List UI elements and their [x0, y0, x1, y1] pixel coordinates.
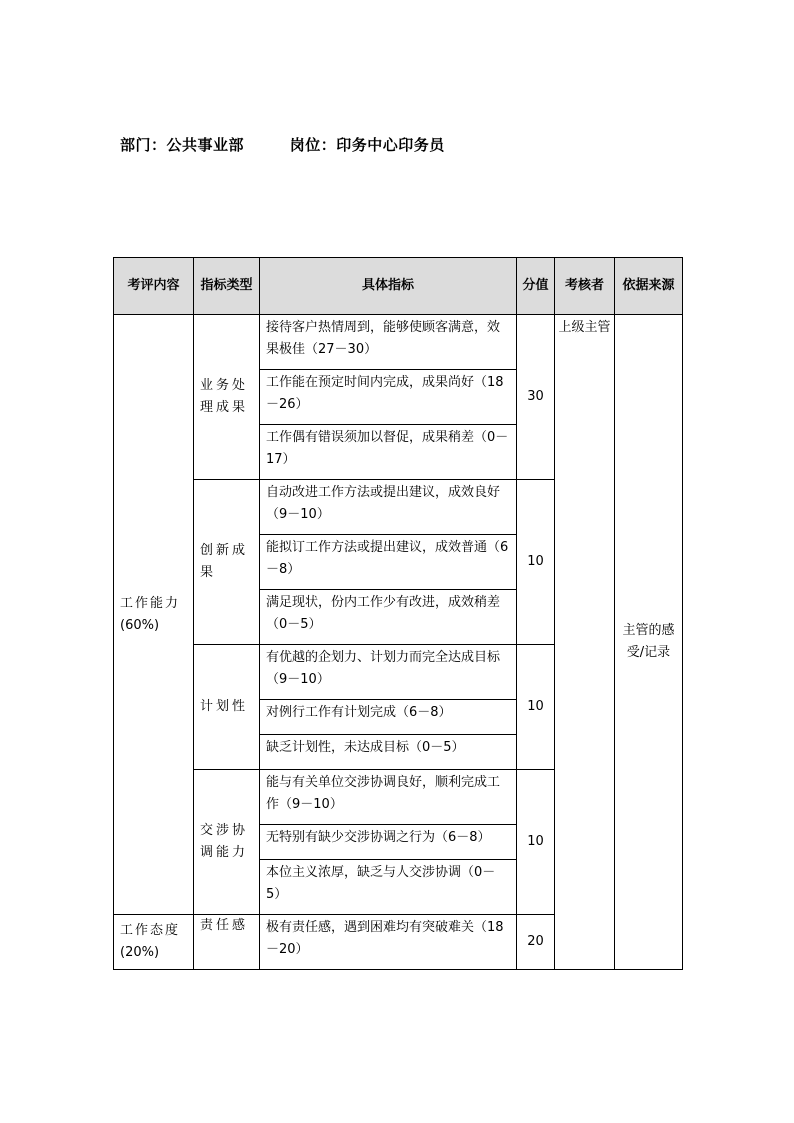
indicator-item: 有优越的企划力、计划力而完全达成目标（9－10）	[260, 645, 517, 700]
ability-weight: (60%)	[120, 617, 160, 633]
evaluation-table	[113, 257, 683, 970]
header-indicator: 具体指标	[260, 258, 517, 315]
header-type: 指标类型	[194, 258, 260, 315]
ability-label: 工作能力	[120, 595, 181, 611]
attitude-cell	[114, 915, 194, 970]
table-header-row	[114, 258, 683, 315]
score-value: 10	[517, 645, 555, 770]
indicator-item: 满足现状，份内工作少有改进，成效稍差（0－5）	[260, 590, 517, 645]
indicator-item: 极有责任感，遇到困难均有突破难关（18－20）	[260, 915, 517, 970]
attitude-label: 工作态度	[120, 923, 181, 938]
score-value: 10	[517, 480, 555, 645]
indicator-item: 缺乏计划性，未达成目标（0－5）	[260, 735, 517, 770]
type-coordination: 交涉协调能力	[194, 770, 260, 915]
indicator-item: 工作能在预定时间内完成，成果尚好（18－26）	[260, 370, 517, 425]
rater-cell: 上级主管	[555, 315, 615, 970]
indicator-item: 无特别有缺少交涉协调之行为（6－8）	[260, 825, 517, 860]
ability-cell	[114, 315, 194, 915]
indicator-item: 接待客户热情周到，能够使顾客满意，效果极佳（27－30）	[260, 315, 517, 370]
header-rater: 考核者	[555, 258, 615, 315]
attitude-weight: (20%)	[120, 945, 160, 960]
type-responsibility: 责任感	[194, 915, 260, 970]
indicator-item: 本位主义浓厚，缺乏与人交涉协调（0－5）	[260, 860, 517, 915]
source-cell: 主管的感受/记录	[615, 315, 683, 970]
table-row	[114, 315, 683, 370]
indicator-item: 自动改进工作方法或提出建议，成效良好（9－10）	[260, 480, 517, 535]
type-innovation-results: 创新成果	[194, 480, 260, 645]
indicator-item: 能拟订工作方法或提出建议，成效普通（6－8）	[260, 535, 517, 590]
header-content: 考评内容	[114, 258, 194, 315]
header-source: 依据来源	[615, 258, 683, 315]
indicator-item: 能与有关单位交涉协调良好，顺利完成工作（9－10）	[260, 770, 517, 825]
score-value: 20	[517, 915, 555, 970]
department-label: 部门：公共事业部	[120, 136, 245, 154]
header-score: 分值	[517, 258, 555, 315]
indicator-item: 工作偶有错误须加以督促，成果稍差（0－17）	[260, 425, 517, 480]
type-planning: 计划性	[194, 645, 260, 770]
score-value: 30	[517, 315, 555, 480]
indicator-item: 对例行工作有计划完成（6－8）	[260, 700, 517, 735]
page-header	[120, 134, 445, 155]
position-label: 岗位：印务中心印务员	[289, 136, 445, 154]
score-value: 10	[517, 770, 555, 915]
type-business-results: 业务处理成果	[194, 315, 260, 480]
